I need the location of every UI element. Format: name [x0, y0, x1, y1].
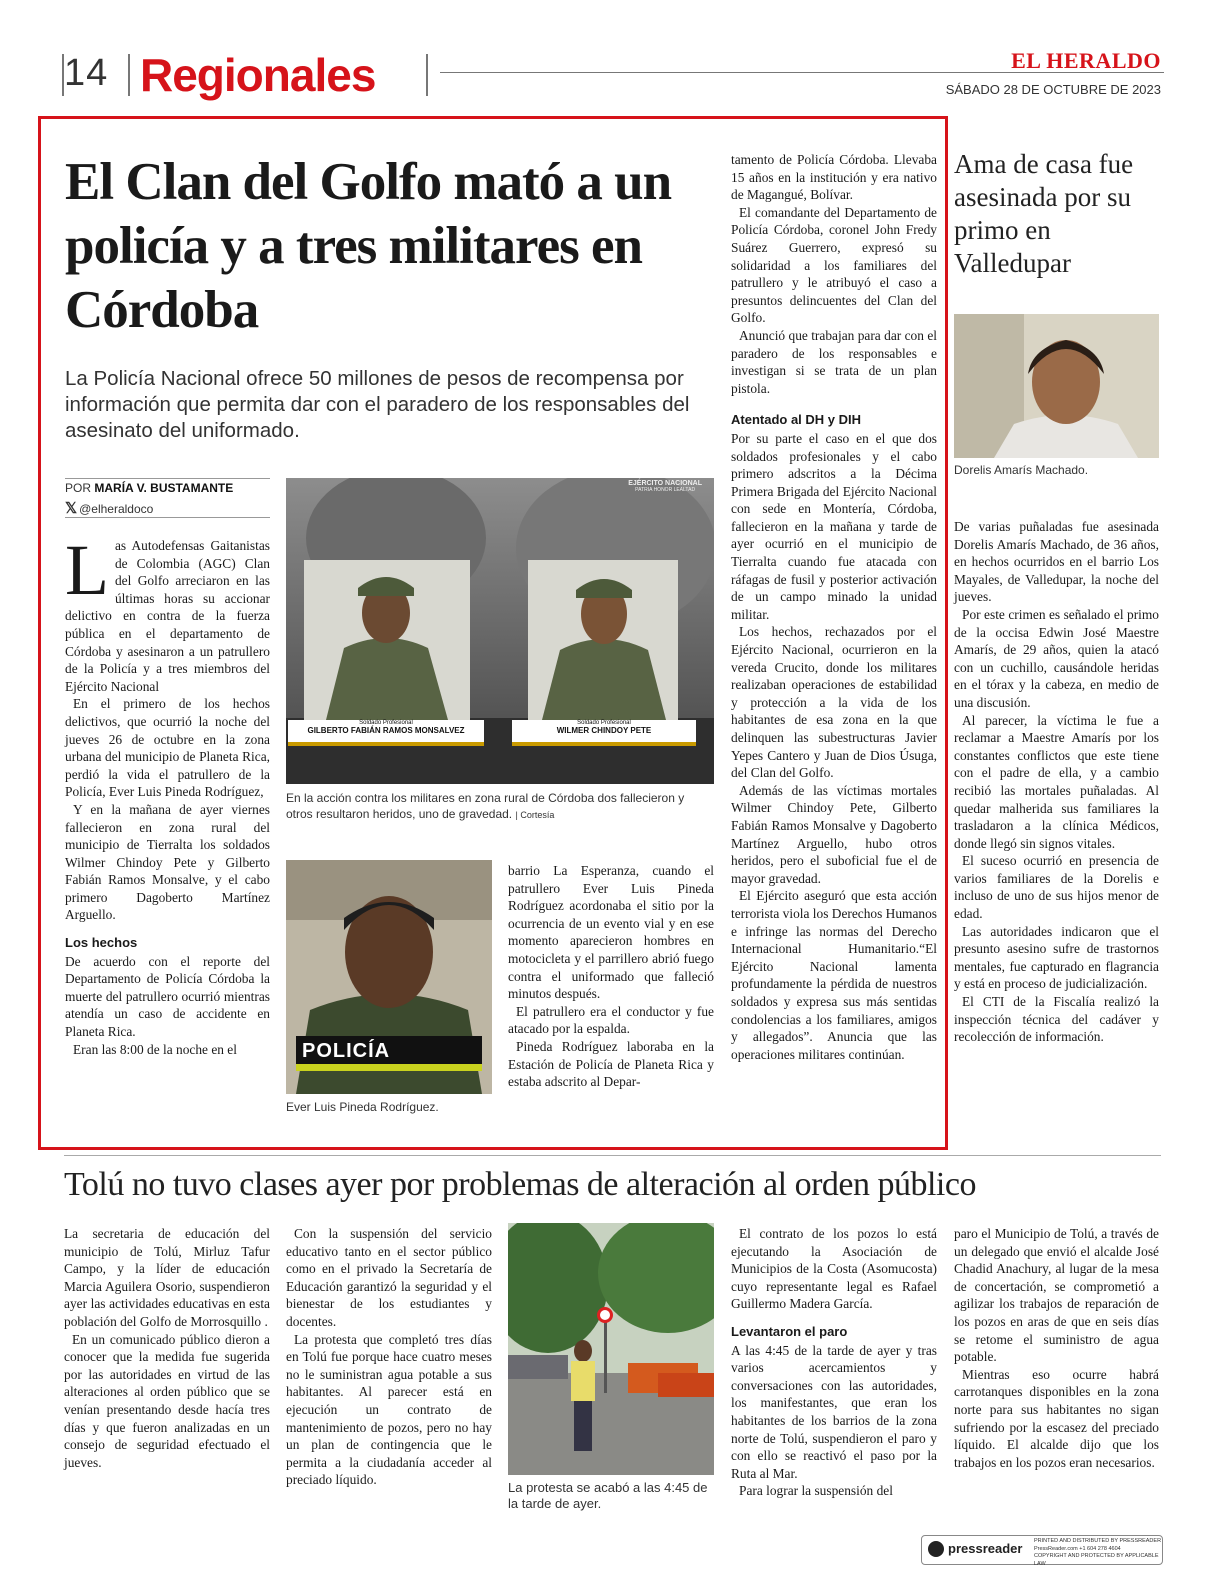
- drop-cap: L: [65, 530, 109, 610]
- police-vest-text: POLICÍA: [302, 1040, 391, 1062]
- byline-rule: [65, 517, 270, 518]
- header-divider: [128, 54, 130, 96]
- police-caption: Ever Luis Pineda Rodríguez.: [286, 1100, 439, 1114]
- main-column-3: barrio La Esperanza, cuando el patrullero Ever Luis Pineda Rodríguez acordonaba el sitio por la ocurrencia de un evento vial y en ese momento aparecieron hombres en motocicleta y el parrillero abrió fuego contra el uniformado que falleció minutos después. El patrullero era el conductor y fue atacado por la espalda. Pineda Rodríguez laboraba en la Estación de Policía de Planeta Rica y estaba adscrito al Depar-: [508, 863, 714, 1090]
- x-logo-icon: 𝕏: [65, 500, 78, 517]
- bottom-column-4: El contrato de los pozos lo está ejecutando la Asociación de Municipios de la Costa (Asomucosta) cuyo representante legal es Rafael Guillermo Madera García. Levantaron el paro A las 4:45 de la tarde de ayer y tras varios acercamientos y conversaciones con las autoridades, los manifestantes, que eran los habitantes de los barrios de la zona norte de Tolú, suspendieron el paro y con ello se reactivó el paso por la Ruta al Mar. Para lograr la suspensión del: [731, 1226, 937, 1499]
- byline-author: MARÍA V. BUSTAMANTE: [94, 481, 234, 495]
- subhead-los-hechos: Los hechos: [65, 935, 138, 951]
- subhead-levantaron: Levantaron el paro: [731, 1323, 848, 1339]
- protest-caption: La protesta se acabó a las 4:45 de la tarde de ayer.: [508, 1480, 708, 1511]
- sidebar-body: De varias puñaladas fue asesinada Dorelis Amarís Machado, de 36 años, en hechos ocurridos en el barrio Los Mayales, de Valledupar, la noche del jueves. Por este crimen es señalado el primo de la occisa Edwin José Maestre Amarís, de 29 años, quien la atacó con un cuchillo, causándole heridas en el tórax y la cabeza, en medio de una discusión. Al parecer, la víctima le fue a reclamar a Maestre Amarís por los constantes conflictos que este tiene con el padre de ella, y a cambio recibió las mortales puñaladas. Al quedar malherida sus familiares la trasladaron a la clínica Médicos, donde llegó sin signos vitales. El suceso ocurrió en presencia de varios familiares de la Dorelis e incluso de uno de sus hijos menor de edad. Las autoridades indicaron que el presunto asesino sufre de trastornos mentales, fue capturado en flagrancia y está en proceso de judicialización. El CTI de la Fiscalía realizó la inspección técnica del cadáver y recolección de información.: [954, 519, 1159, 1045]
- victim-photo-art: [954, 314, 1159, 458]
- page-number: 14: [64, 52, 109, 94]
- army-banner: EJÉRCITO NACIONAL PATRIA HONOR LEALTAD: [628, 480, 702, 493]
- subhead-atentado: Atentado al DH y DIH: [731, 412, 862, 428]
- sidebar-headline: Ama de casa fue asesinada por su primo en Valledupar: [954, 149, 1134, 278]
- byline-handle[interactable]: [65, 499, 153, 517]
- nameplate-wilmer: Soldado Profesional WILMER CHINDOY PETE: [512, 720, 696, 746]
- victim-photo: [954, 314, 1159, 458]
- byline-prefix: POR: [65, 481, 92, 495]
- bottom-column-2: Con la suspensión del servicio educativo tanto en el sector público como en el privado la Secretaría de Educación garantizó la seguridad y el bienestar de los estudiantes y docentes. La protesta que completó tres días en Tolú fue porque hace cuatro meses no le suministran agua potable a sus habitantes. Al parecer está en ejecución un contrato de mantenimiento de pozos, pero no hay un plan de contingencia que le permita a la ciudadanía acceder al preciado líquido.: [286, 1226, 492, 1488]
- soldiers-caption: En la acción contra los militares en zona rural de Córdoba dos fallecieron y otros resultaron heridos, uno de gravedad. | Cortesía: [286, 791, 685, 821]
- bottom-column-1: La secretaria de educación del municipio de Tolú, Mirluz Tafur Campo, y la líder de educación Marcia Aguilera Osorio, suspendieron ayer las actividades educativas en esta población del Golfo de Morrosquillo . En un comunicado público dieron a conocer que la medida fue sugerida por las autoridades en virtud de las alteraciones al orden público que se venían presentando desde hacía tres días y que fueron analizadas en un consejo de seguridad efectuado el jueves.: [64, 1226, 270, 1470]
- main-headline: El Clan del Golfo mató a un policía y a tres militares en Córdoba: [65, 153, 672, 339]
- main-column-1: Las Autodefensas Gaitanistas de Colombia (AGC) Clan del Golfo arreciaron en las últimas horas su accionar delictivo en contra de la fuerza pública en el departamento de Córdoba y asesinaron a un patrullero de la Policía y a tres miembros del Ejército Nacional En el primero de los hechos delictivos, que ocurrió la noche del jueves 26 de octubre en la zona urbana del municipio de Planeta Rica, perdió la vida el patrullero de la Policía, Ever Luis Pineda Rodríguez, Y en la mañana de ayer viernes fallecieron en zona rural del municipio de Tierralta los soldados Wilmer Chindoy Pete y Gilberto Fabián Ramos Monsalve, y el cabo primero Dagoberto Martínez Arguello. Los hechos De acuerdo con el reporte del Departamento de Policía Córdoba la muerte del patrullero ocurrió mientras atendía un caso de accidente en Planeta Rica. Eran las 8:00 de la noche en el: [65, 530, 270, 1057]
- header-divider: [426, 54, 428, 96]
- main-deck: La Policía Nacional ofrece 50 millones de pesos de recompensa por información que permita dar con el paradero de los responsables del asesinato del uniformado.: [65, 367, 690, 442]
- protest-photo: [508, 1223, 714, 1475]
- byline: [65, 481, 233, 495]
- byline-rule: [65, 478, 270, 479]
- bottom-headline: Tolú no tuvo clases ayer por problemas de alteración al orden público: [64, 1166, 976, 1203]
- section-title: Regionales: [140, 49, 376, 101]
- police-officer-photo: [286, 860, 492, 1094]
- handle-text: @elheraldoco: [79, 502, 154, 516]
- nameplate-gilberto: Soldado Profesional GILBERTO FABIÁN RAMOS MONSALVEZ: [288, 720, 484, 746]
- issue-date: SÁBADO 28 DE OCTUBRE DE 2023: [945, 82, 1161, 97]
- newspaper-logo: EL HERALDO: [1011, 48, 1161, 73]
- main-column-4: tamento de Policía Córdoba. Llevaba 15 años en la institución y era nativo de Magangué, Bolívar. El comandante del Departamento de Policía Córdoba, coronel John Fredy Suárez Guerrero, expresó su solidaridad a los familiares del patrullero y le atribuyó el caso a presuntos delincuentes del Clan del Golfo. Anunció que trabajan para dar con el paradero de los responsables e investigan si se trata de un plan pistola. Atentado al DH y DIH Por su parte el caso en el que dos soldados profesionales y el cabo primero adscritos a la Décima Primera Brigada del Ejército Nacional con sede en Montería, Córdoba, fallecieron en la mañana y tarde de ayer ocurrió en el municipio de Tierralta cuando fue atacada con ráfagas de fusil y posterior activación de un campo minado la unidad militar. Los hechos, rechazados por el Ejército Nacional, ocurrieron en la vereda Crucito, donde los militares realizaban operaciones de estabilidad y protección a la vida de los habitantes de esa zona en la que delinquen las subestructuras Javier Yepes Cantero y Juan de Dios Úsuga, del Clan del Golfo. Además de las víctimas mortales Wilmer Chindoy Pete, Gilberto Fabián Ramos Monsalve y Dagoberto Martínez Arguello, hubo otros heridos, pero el suboficial fue el de mayor gravedad. El Ejército aseguró que esta acción terrorista viola los Derechos Humanos e infringe las normas del Derecho Internacional Humanitario.“El Ejército Nacional lamenta profundamente la pérdida de nuestros soldados y expresa sus más sentidas condolencias a los familiares, amigos y allegados”. Anuncia que las operaciones militares continúan.: [731, 152, 938, 1062]
- pressreader-notice: PRINTED AND DISTRIBUTED BY PRESSREADER PressReader.com +1 604 278 4604 COPYRIGHT AND PROTECTED BY APPLICABLE LAW: [1034, 1538, 1162, 1567]
- bottom-column-5: paro el Municipio de Tolú, a través de un delegado que envió el alcalde José Chadid Anachury, al lugar de la mesa de concertación, se comprometió a agilizar los trabajos de reparación de los pozos en aras de que en seis días se retome el suministro de agua potable. Mientras eso ocurre habrá carrotanques disponibles en la zona norte para sus habitantes no sigan sufriendo por la escasez del preciado líquido. El alcalde dijo que los trabajos en los pozos eran necesarios.: [954, 1226, 1159, 1470]
- soldiers-photo: [286, 478, 714, 784]
- pressreader-badge[interactable]: [921, 1535, 1163, 1565]
- protest-photo-art: [508, 1223, 714, 1475]
- pressreader-logo: pressreader: [948, 1541, 1023, 1556]
- bottom-separator: [64, 1155, 1161, 1156]
- pressreader-icon: [928, 1541, 944, 1557]
- victim-caption: Dorelis Amarís Machado.: [954, 463, 1089, 477]
